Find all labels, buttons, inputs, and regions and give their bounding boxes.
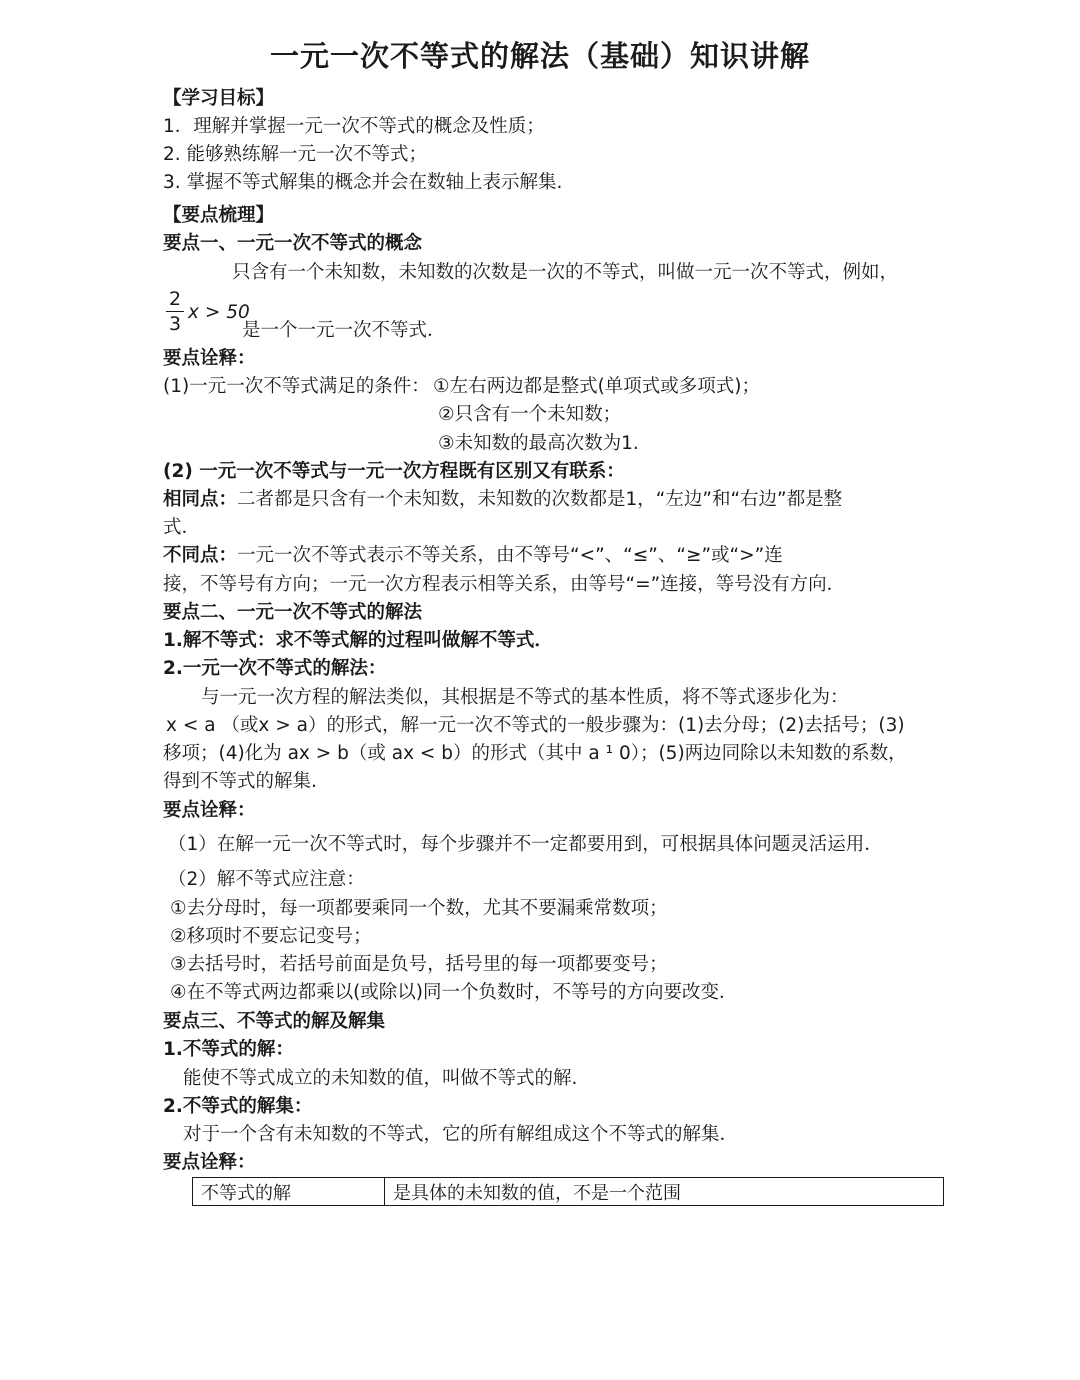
fraction-numerator: 2 [168, 288, 182, 310]
condition-item: ②只含有一个未知数； [438, 404, 622, 425]
point2-note: ③去括号时，若括号前面是负号，括号里的每一项都要变号； [170, 954, 668, 975]
point1-note-heading: 要点诠释： [163, 348, 256, 369]
diff-point-line [163, 542, 783, 570]
example-inequality: x > 50 [188, 302, 250, 323]
same-point-text: 二者都是只含有一个未知数，未知数的次数都是1，“左边”和“右边”都是整 [237, 489, 843, 510]
point1-definition: 只含有一个未知数，未知数的次数是一次的不等式，叫做一元一次不等式，例如， [232, 262, 899, 283]
point2-sub2: 2.一元一次不等式的解法： [163, 658, 387, 679]
table-cell-label: 不等式的解 [193, 1178, 385, 1206]
fraction-bar [166, 311, 184, 312]
condition-item: ③未知数的最高次数为1. [438, 433, 639, 454]
page-title: 一元一次不等式的解法（基础）知识讲解 [269, 39, 810, 73]
example-suffix: 是一个一元一次不等式． [242, 320, 446, 341]
points-heading: 【要点梳理】 [163, 205, 275, 226]
fraction-denominator: 3 [168, 313, 182, 335]
diff-point-text-cont: 接，不等号有方向；一元一次方程表示相等关系，由等号“=”连接，等号没有方向． [163, 574, 846, 595]
point2-body-line: 移项；(4)化为 ax > b（或 ax < b）的形式（其中 a ¹ 0）；(5)两边同除以未知数的系数， [163, 743, 907, 764]
table-row [193, 1178, 944, 1206]
diff-point-label: 不同点： [163, 545, 238, 566]
point2-note: ④在不等式两边都乘以(或除以)同一个负数时，不等号的方向要改变． [170, 982, 738, 1003]
point2-note: ①去分母时，每一项都要乘同一个数，尤其不要漏乘常数项； [170, 898, 668, 919]
example-fraction [166, 288, 184, 335]
objectives-heading: 【学习目标】 [163, 88, 275, 109]
point2-sub1: 1.解不等式：求不等式解的过程叫做解不等式． [163, 630, 553, 651]
objective-item: 2. 能够熟练解一元一次不等式； [163, 144, 428, 165]
diff-point-text: 一元一次不等式表示不等关系，由不等号“<”、“≤”、“≥”或“>”连 [237, 545, 783, 566]
point2-body-line: 得到不等式的解集. [163, 771, 317, 792]
objective-item: 3. 掌握不等式解集的概念并会在数轴上表示解集. [163, 172, 563, 193]
point3-note-heading: 要点诠释： [163, 1152, 256, 1173]
relation-heading: (2) 一元一次不等式与一元一次方程既有区别又有联系： [163, 461, 625, 482]
table-cell-text: 是具体的未知数的值，不是一个范围 [385, 1178, 944, 1206]
point2-note: （1）在解一元一次不等式时，每个步骤并不一定都要用到，可根据具体问题灵活运用． [168, 834, 883, 855]
same-point-line [163, 486, 842, 514]
point3-sub2-text: 对于一个含有未知数的不等式，它的所有解组成这个不等式的解集． [183, 1124, 739, 1145]
solution-table [192, 1177, 944, 1206]
point2-heading: 要点二、一元一次不等式的解法 [163, 602, 423, 623]
point2-note: （2）解不等式应注意： [168, 869, 365, 890]
conditions-intro: (1)一元一次不等式满足的条件： [163, 376, 430, 397]
point2-note: ②移项时不要忘记变号； [170, 926, 372, 947]
objective-item: 1．理解并掌握一元一次不等式的概念及性质； [163, 116, 545, 137]
same-point-text-cont: 式． [163, 517, 201, 538]
point3-sub1: 1.不等式的解： [163, 1039, 294, 1060]
point3-sub1-text: 能使不等式成立的未知数的值，叫做不等式的解. [183, 1068, 578, 1089]
point2-body-line: x < a （或x > a）的形式，解一元一次不等式的一般步骤为：(1)去分母；(2)去括号；(3) [166, 715, 905, 736]
point1-heading: 要点一、一元一次不等式的概念 [163, 233, 423, 254]
point3-sub2: 2.不等式的解集： [163, 1096, 313, 1117]
point2-body-line: 与一元一次方程的解法类似，其根据是不等式的基本性质，将不等式逐步化为： [201, 687, 849, 708]
condition-item: ①左右两边都是整式(单项式或多项式)； [433, 376, 761, 397]
same-point-label: 相同点： [163, 489, 238, 510]
point3-heading: 要点三、不等式的解及解集 [163, 1011, 386, 1032]
point2-note-heading: 要点诠释： [163, 800, 256, 821]
